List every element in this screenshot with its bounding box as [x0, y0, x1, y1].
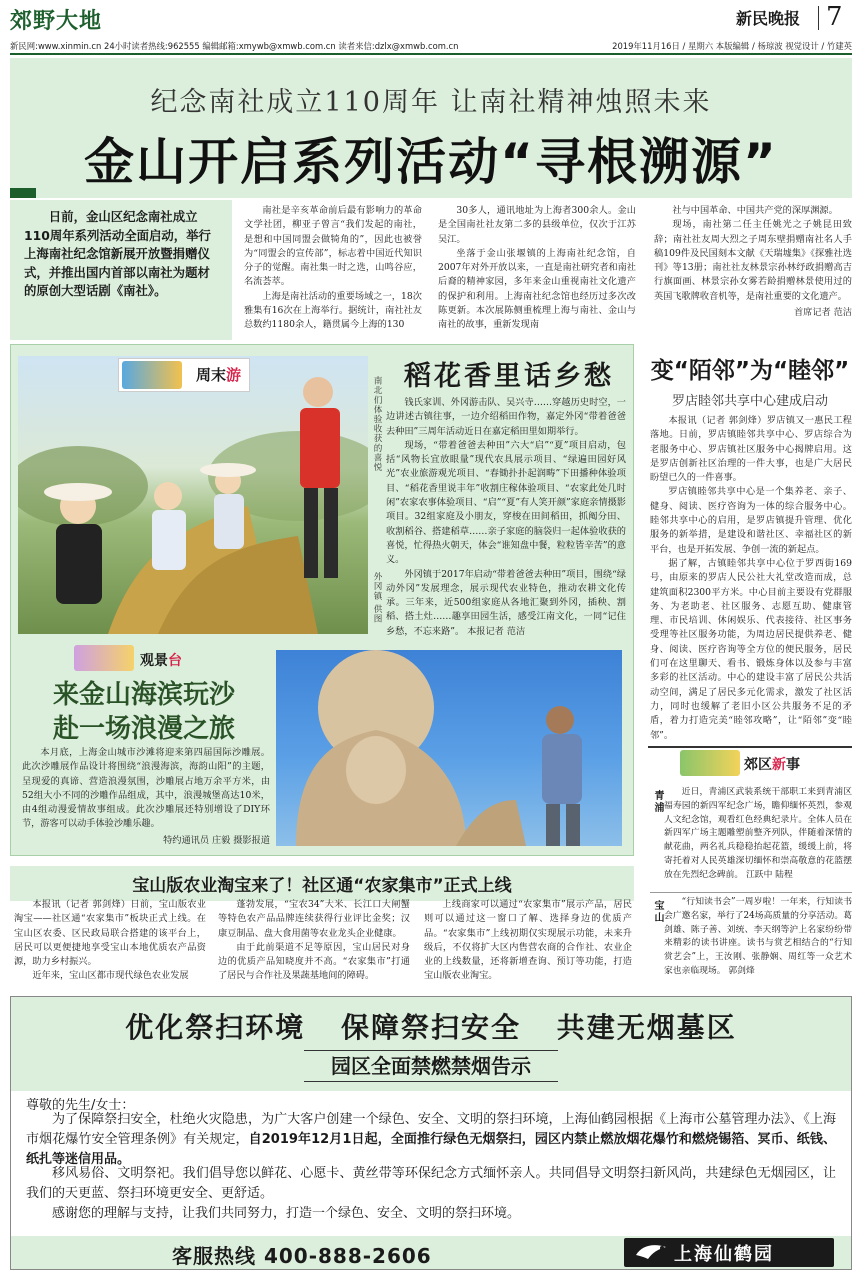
- info-contacts: 新民网:www.xinmin.cn 24小时读者热线:962555 编辑邮箱:xmywb@xmwb.com.cn 读者来信:dzlx@xmwb.com.cn: [10, 41, 459, 51]
- crane-logo-svg: [634, 1241, 668, 1263]
- ad-paragraph-3: 感谢您的理解与支持，让我们共同努力，打造一个绿色、安全、文明的祭扫环境。: [52, 1206, 521, 1221]
- lead-summary: 日前，金山区纪念南社成立110周年系列活动全面启动，举行上海南社纪念馆新展开放暨捐赠仪式，并推出国内首部以南社为题材的原创大型话剧《南社》。: [10, 200, 232, 340]
- brief-divider: [650, 892, 852, 893]
- paper-name: 新民晚报: [736, 9, 801, 28]
- paragraph: 本报讯（记者 郭剑烽）罗店镇又一惠民工程落地。日前，罗店镇睦邻共享中心、罗店综合为老服务中心、罗店镇社区服务中心揭牌启用。这是罗店创新社区治理的一件大事，也是广大居民盼望已久的一件喜事。: [650, 415, 852, 484]
- paragraph: 近年来，宝山区都市现代绿色农业发展: [32, 970, 189, 982]
- paragraph: 上海是南社活动的重要场域之一，18次雅集有16次在上海举行。据统计，南社社友总数约1180余人，籍贯属今上海的130: [244, 290, 422, 331]
- sand-sculpture-photo: [276, 650, 622, 846]
- suburb-tag-text: 郊区: [744, 757, 772, 773]
- top-rule: [10, 53, 852, 55]
- neighbor-story-body: [650, 414, 852, 743]
- baoshan-column-1: [14, 898, 206, 984]
- suburb-tag-label: [744, 754, 800, 774]
- info-line: [10, 40, 852, 52]
- baoshan-column-2: [218, 898, 410, 984]
- suburb-tag-accent: 新: [772, 757, 786, 773]
- baoshan-story-title: 宝山版农业淘宝来了！社区通“农家集市”正式上线: [10, 866, 634, 901]
- view-tag-text: 观景: [140, 653, 168, 669]
- neighbor-story-subtitle: 罗店睦邻共享中心建成启动: [671, 394, 828, 409]
- lead-column-3: [654, 204, 852, 320]
- view-tag-label: [140, 650, 182, 670]
- lead-headline: 金山开启系列活动“寻根溯源”: [84, 133, 778, 191]
- ad-p1-bold: 自2019年12月1日起，全面推行绿色无烟祭扫，园区内禁止燃放烟花爆竹和燃烧锡箔、冥币、纸钱、纸扎等迷信用品。: [26, 1132, 836, 1167]
- paragraph: 外冈镇于2017年启动“带着爸爸去种田”项目，围绕“绿动外冈”发展理念，展示现代农业特色，推动农耕文化传承。三年来，近500组家庭从各地汇聚到外冈，插秧、割稻、搭土灶……趣享田园生活，感受江南文化，一同“记住乡愁，不忘来路”。 本报记者 范洁: [386, 568, 626, 637]
- beach-title-line-2: 赴一场浪漫之旅: [52, 714, 235, 744]
- balloon-icon: [74, 645, 134, 671]
- info-date-editors: 2019年11月16日 / 星期六 本版编辑 / 杨琼波 视觉设计 / 竹建英: [612, 41, 852, 51]
- ad-greeting: 尊敬的先生/女士：: [26, 1098, 135, 1113]
- rice-story-body: [386, 396, 626, 639]
- brief-qingpu: 近日，青浦区武装系统干部职工来到青浦区福寿园的新四军纪念广场，瞻仰缅怀英烈，参观人文纪念馆，观看红色经典纪录片。全体人员在新四军广场主题雕塑前整齐列队，伴随着深情的献花曲，两名礼兵稳稳抬起花篮，缓缓上前，将寄托着对人民英雄深切缅怀和崇高敬意的花篮摆放在先烈纪念碑前。 江跃中 陆程: [664, 787, 852, 880]
- paragraph: 现场，南社第二任主任姚光之子姚昆田致辞；南社社友周大烈之子周东壁捐赠南社名人手稿109件及民国刻本文献《天瑞墟集》《探雅社选刊》等13册；南社社友林景宗孙林纾政捐赠高吉行旗面画、林景宗孙女雾若龄捐赠林景使用过的英国飞歌牌收音机等，是南社重要的文化遗产。: [654, 219, 852, 302]
- photo-caption: 南北们体验收获的喜悦: [372, 376, 382, 472]
- ad-subtitle: 园区全面禁燃禁烟告示: [304, 1050, 558, 1082]
- photo-credit: 外冈镇 供图: [372, 572, 382, 624]
- lead-column-1: [244, 204, 422, 333]
- ad-title: 优化祭扫环境 保障祭扫安全 共建无烟墓区: [125, 1011, 737, 1044]
- beach-title-line-1: 来金山海滨玩沙: [52, 680, 235, 710]
- rice-story-title: 稻花香里话乡愁: [404, 361, 614, 392]
- byline: 首席记者 范洁: [793, 307, 852, 319]
- customer-hotline: 客服热线 400-888-2606: [172, 1244, 432, 1268]
- rice-harvest-illustration: [18, 356, 368, 634]
- paragraph: 30多人，通讯地址为上海者300余人。金山是全国南社社友第二多的县级单位，仅次于江苏吴江。: [438, 205, 636, 245]
- paragraph: 钱氏家训、外冈游击队、吴兴寺……穿越历史时空，一边讲述古镇往事，一边介绍稻田作物，嘉定外冈“带着爸爸去种田”三周年活动近日在嘉定稻田里如期举行。: [386, 397, 626, 437]
- paragraph: 由于此前渠道不足等原因，宝山居民对身边的优质产品知晓度并不高。“农家集市”打通了居民与合作社及果蔬基地间的障碍。: [218, 941, 410, 982]
- family-icon: [122, 361, 182, 389]
- paragraph: 坐落于金山张堰镇的上海南社纪念馆，自2007年对外开放以来，一直是南社研究者和南社后裔的精神家园，多年来金山重视南社文化遗产的保护和利用。上海南社纪念馆也经历过多次改陈更新。本次展陈侧重梳理上海与南社、金山与南社的故事，重新发现南: [438, 247, 636, 331]
- brief-location-baoshan: 宝山: [652, 900, 663, 924]
- beach-story-body: [22, 746, 270, 848]
- paragraph: 现场，“带着爸爸去种田”六大“启”“夏”项目启动，包括“风物长宜放眼量”现代农具展示项目、“绿遍田园好风光”农业旅游观光项目、“春锄扑扑起润畴”下田播种体验项目、“稻花香里说丰年”收割庄稼体验项目、“农家此处几时闲”农家农事体验项目、“启”“夏”有人笑开颜”家庭亲情摄影项目。32组家庭及小朋友，穿梭在田间稻田，抓阄分田、收割稻谷、搭建稻草……亲子家庭的脑袋归一起体验收获的喜悦，忙得热火朝天，体会“谁知盘中餐，粒粒皆辛苦”的意义。: [386, 439, 626, 566]
- paragraph: 社与中国革命、中国共产党的深厚渊源。: [672, 205, 838, 216]
- suburb-scene-icon: [680, 750, 740, 776]
- ad-p1-text: 为了保障祭扫安全，杜绝火灾隐患，为广大客户创建一个绿色、安全、文明的祭扫环境，上海仙鹤园根据《上海市公墓管理办法》、《上海市烟花爆竹安全管理条例》有关规定，: [26, 1112, 836, 1147]
- weekend-tag-label: [196, 364, 241, 385]
- brand-name: 上海仙鹤园: [674, 1244, 774, 1265]
- sand-sculpture-illustration: [276, 650, 622, 846]
- suburb-tag-end: 事: [786, 757, 800, 773]
- crane-logo-icon: [634, 1241, 668, 1263]
- weekend-tag-accent: 游: [226, 366, 242, 384]
- headline-accent-bar: [10, 188, 36, 198]
- page-separator: [818, 6, 819, 30]
- brief-baoshan: “行知读书会”一周岁啦！一年来，行知读书会广邀名家，举行了24场高质量的分享活动。葛剑雄、陈子善、刘统、李天纲等沪上名家纷纷带来精彩的读书讲座。读书与赏艺相结合的“行知赏艺会”上，王汝刚、张静娴、周红等一众艺术家也亲临现场。 郭剑烽: [664, 897, 852, 976]
- lead-kicker: 纪念南社成立110周年 让南社精神烛照未来: [150, 87, 712, 118]
- beach-story-title: [24, 678, 264, 746]
- page-number: 7: [826, 2, 843, 32]
- paragraph: 本报讯（记者 郭剑烽）日前，宝山版农业淘宝——社区通“农家集市”板块正式上线。在宝山区农委、区民政局联合搭建的该平台上，居民可以更便捷地享受宝山本地优质农产品资源，助力乡村振兴。: [14, 899, 206, 968]
- paragraph: 本月底，上海金山城市沙滩将迎来第四届国际沙雕展。此次沙雕展作品设计将围绕“浪漫海滨，海韵山阳”的主题，呈现爱的真谛、营造浪漫氛围，沙雕展占地万余平方米，由52组大小不同的沙雕作品组成，其中，浪漫城堡高达10米，由4组动漫爱情故事组成。此次沙雕展还特别增设了DIY环节，游客可以动手体验沙雕乐趣。: [22, 747, 270, 830]
- ad-paragraph-1: [26, 1110, 836, 1170]
- paragraph: 蓬勃发展，“宝农34”大米、长江口大闸蟹等特色农产品品牌连续获得行业评比金奖；汉康豆制品、盘大食用菌等农业龙头企业健康。: [218, 899, 410, 939]
- section-title: 郊野大地: [10, 9, 103, 34]
- paragraph: 罗店镇睦邻共享中心是一个集养老、亲子、健身、阅读、医疗咨询为一体的综合服务中心。睦邻共享中心的启用，是罗店镇提升管理、优化服务的新举措，是建设和谐社区、幸福社区的新平台，也是开拓发展、争创一流的新起点。: [650, 486, 852, 555]
- weekend-tag-text: 周末: [196, 366, 227, 384]
- neighbor-story-title: 变“陌邻”为“睦邻”: [650, 358, 850, 384]
- ad-paragraph-2: 移风易俗、文明祭祀。我们倡导您以鲜花、心愿卡、黄丝带等环保纪念方式缅怀亲人。共同倡导文明祭扫新风尚，共建绿色无烟园区，让我们的天更蓝、祭扫环境更安全、更舒适。: [26, 1166, 836, 1201]
- brief-location-qingpu: 青浦: [652, 790, 663, 814]
- rice-harvest-photo: [18, 356, 368, 634]
- paragraph: 据了解，古镇睦邻共享中心位于罗西街169号，由原来的罗店人民公社大礼堂改造而成，总建筑面积2300平方米。中心目前主要设有党群服务、为老助老、社区服务、志愿互助、健康管理、市民培训、休闲娱乐、代表接待、社区事务受理等社区服务功能，为周边居民提供养老、健身、阅读、医疗咨询等全方位的便民服务，居民们可在这里聊天、看书、锻炼身体以及参与丰富多彩的社区活动。中心的建设丰富了居民公共活动空间，满足了居民多元化需求，激发了社区活力，同时也缓解了老旧小区公共服务不足的矛盾，着力打造完美“睦邻攻略”，让“陌邻”变“睦邻”。: [650, 557, 852, 741]
- paragraph: 上线商家可以通过“农家集市”展示产品，居民则可以通过这一窗口了解、选择身边的优质产品。“农家集市”上线初期仅实现展示功能，未来升级后，不仅将扩大区内售营农商的合作社、农业企业的上线数量，还将新增查询、预订等功能，打造宝山版农业淘宝。: [424, 899, 632, 982]
- byline: 特约通讯员 庄毅 摄影报道: [163, 834, 270, 846]
- paragraph: 南社是辛亥革命前后最有影响力的革命文学社团，柳亚子曾言“我们发起的南社，是想和中国同盟会做犄角的”，因此也被誉为“同盟会的宣传部”，标志着中国近代知识分子的觉醒。南社集一时之选，山鸣谷应，名流荟萃。: [244, 205, 422, 288]
- baoshan-column-3: [424, 898, 632, 984]
- lead-column-2: [438, 204, 636, 333]
- view-tag-accent: 台: [168, 653, 182, 669]
